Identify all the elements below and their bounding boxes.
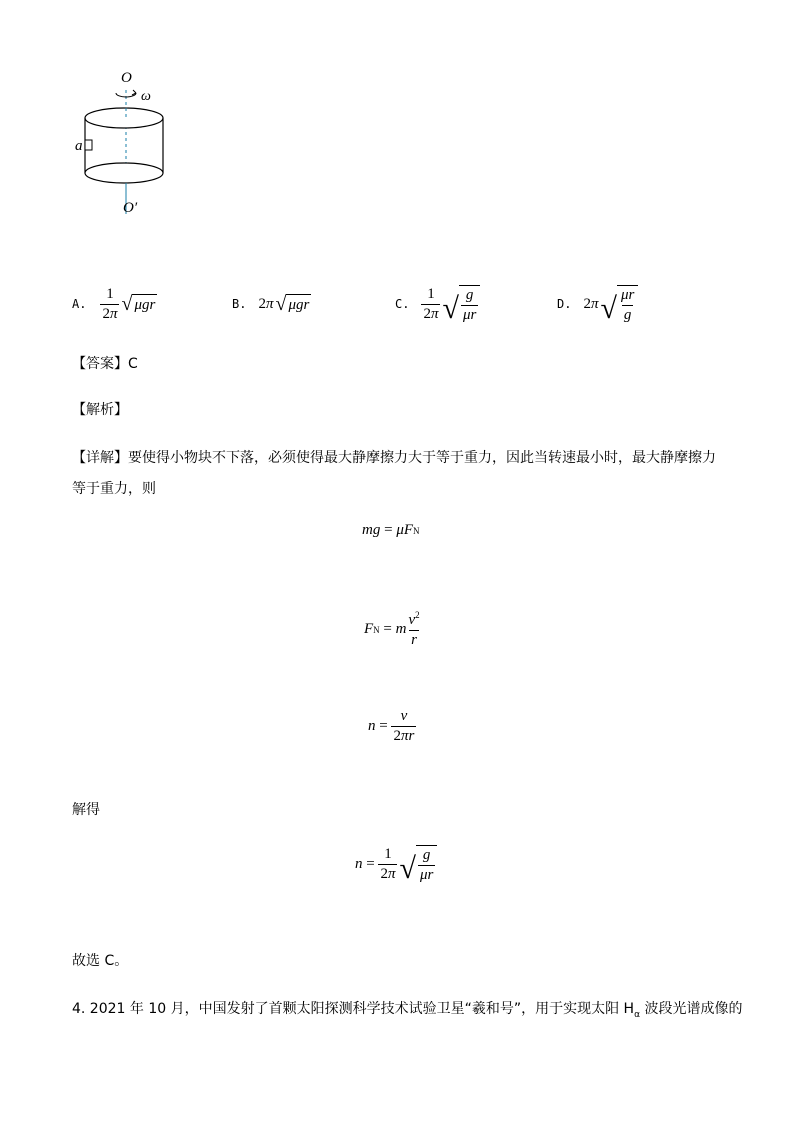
- answer-value: C: [128, 356, 138, 372]
- block-label: a: [75, 138, 83, 154]
- equation-3: n = $\frac{v}{2\pi r}$: [368, 708, 415, 744]
- detail-line-1: 要使得小物块不下落，必须使得最大静摩擦力大于等于重力，因此当转速最小时，最大静摩擦力: [128, 450, 716, 466]
- next-question: [72, 998, 742, 1020]
- option-d[interactable]: D. 2π √ $\frac{\mu r}{g}$: [557, 282, 638, 326]
- detail-paragraph: [72, 443, 732, 505]
- solve-text: 解得: [72, 802, 100, 818]
- next-question-suffix: 波段光谱成像的: [640, 1001, 743, 1017]
- answer-line: [72, 353, 138, 373]
- option-b[interactable]: B. 2π √ μgr: [232, 293, 310, 315]
- analysis-label: 【解析】: [72, 402, 128, 418]
- option-b-label: B.: [232, 297, 247, 311]
- option-d-label: D.: [557, 297, 572, 311]
- option-a[interactable]: A. $\frac{1}{2\pi}$ √ μgr: [72, 285, 156, 322]
- answer-label: 【答案】: [72, 356, 128, 372]
- option-a-label: A.: [72, 297, 87, 311]
- option-c-label: C.: [395, 297, 410, 311]
- axis-top-label: O: [121, 70, 132, 86]
- next-question-sub: α: [634, 1009, 641, 1020]
- equation-1: mg = μF N: [362, 522, 420, 538]
- axis-bottom-label: O′: [123, 200, 138, 216]
- conclusion: 故选 C。: [72, 953, 129, 969]
- next-question-prefix: 4. 2021 年 10 月，中国发射了首颗太阳探测科学技术试验卫星“羲和号”，用于实现太阳 H: [72, 1001, 635, 1017]
- detail-label: 【详解】: [72, 450, 128, 466]
- option-c[interactable]: C. $\frac{1}{2\pi}$ √ $\frac{g}{\mu r}$: [395, 282, 480, 326]
- equation-2: F N = m $\frac{v^2}{r}$: [364, 610, 420, 648]
- omega-label: ω: [141, 89, 151, 104]
- detail-line-2: 等于重力，则: [72, 481, 156, 497]
- equation-result: n = $\frac{1}{2\pi}$ √ $\frac{g}{\mu r}$: [355, 845, 437, 884]
